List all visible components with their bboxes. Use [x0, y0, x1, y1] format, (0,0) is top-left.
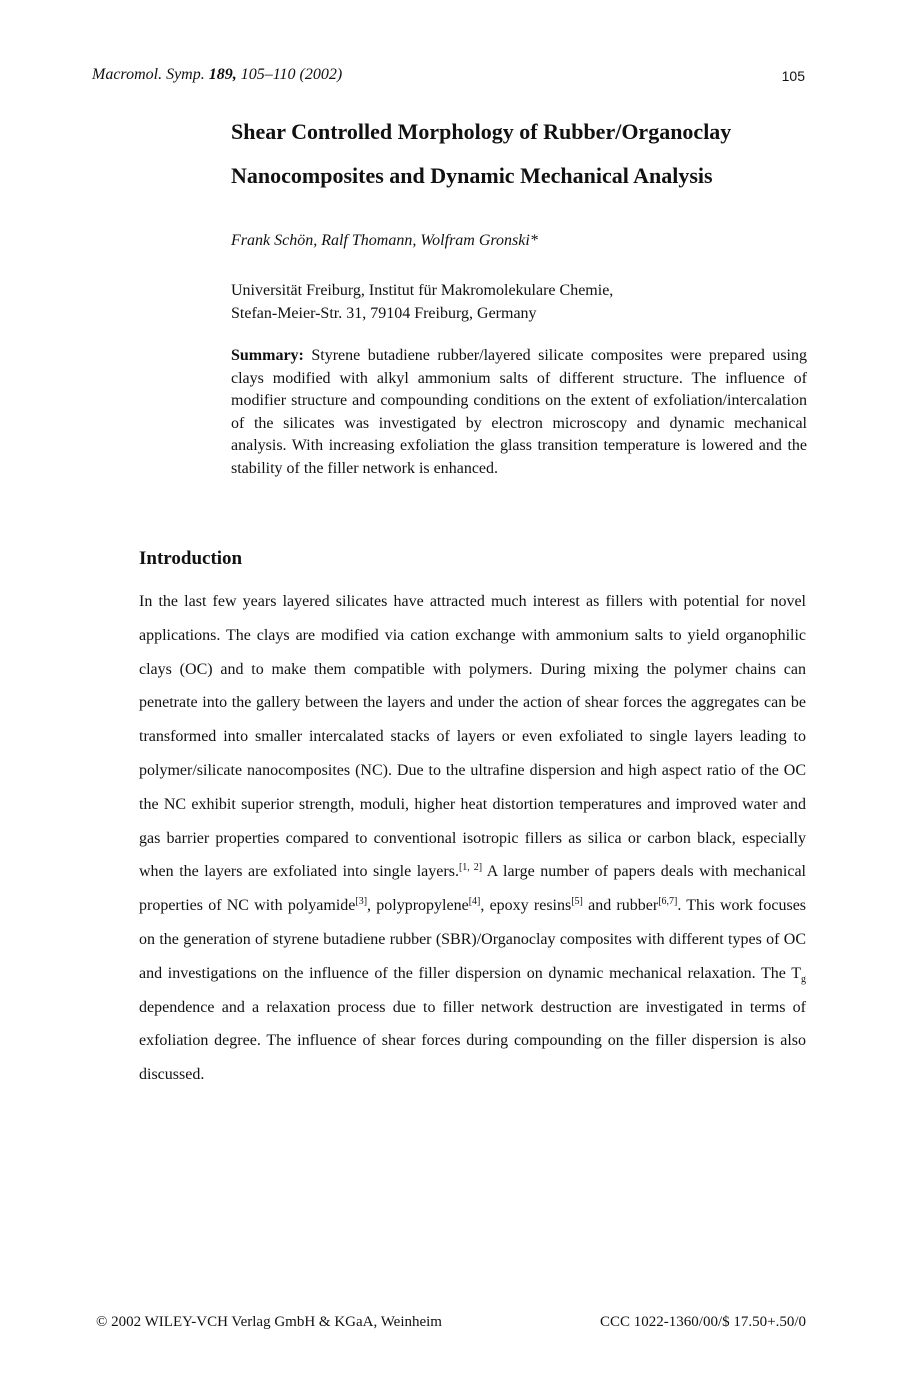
- journal-name: Macromol. Symp.: [92, 66, 205, 83]
- page-number: 105: [781, 68, 805, 84]
- citation-ref-3: [3]: [355, 896, 368, 908]
- citation-ref-6-7: [6,7]: [658, 896, 678, 908]
- footer-code: CCC 1022-1360/00/$ 17.50+.50/0: [600, 1314, 806, 1330]
- title-line-1: Shear Controlled Morphology of Rubber/Organoclay: [231, 119, 732, 144]
- intro-text-5: and rubber: [582, 897, 659, 915]
- paper-title: [231, 110, 831, 198]
- affiliation: [231, 279, 613, 325]
- introduction-paragraph: [139, 585, 806, 1092]
- intro-text-6: . This work focuses on the generation of styrene butadiene rubber (SBR)/Organoclay composites with different types of OC and investigations on the influence of the filler dispersion on dynamic mechanical relaxation. The T: [139, 897, 807, 982]
- section-heading-introduction: Introduction: [139, 548, 243, 569]
- intro-text-4: , epoxy resins: [480, 897, 572, 915]
- journal-pages-year: 105–110 (2002): [240, 66, 343, 83]
- intro-text-7: dependence and a relaxation process due to filler network destruction are investigated in terms of exfoliation degree. The influence of shear forces during compounding on the filler dispersion is also discussed.: [139, 998, 806, 1084]
- affiliation-line-2: Stefan-Meier-Str. 31, 79104 Freiburg, Germany: [231, 305, 537, 322]
- summary-paragraph: [231, 345, 807, 480]
- intro-text-3: , polypropylene: [367, 897, 469, 915]
- affiliation-line-1: Universität Freiburg, Institut für Makromolekulare Chemie,: [231, 282, 614, 299]
- journal-volume: 189,: [208, 66, 237, 83]
- citation-ref-4: [4]: [468, 896, 481, 908]
- subscript-g: g: [801, 973, 806, 985]
- citation-ref-1-2: [1, 2]: [458, 862, 483, 874]
- summary-text: Styrene butadiene rubber/layered silicate composites were prepared using clays modified with alkyl ammonium salts of different structure. The influence of modifier structure and compounding conditions on the extent of exfoliation/intercalation of the silicates was investigated by electron microscopy and dynamic mechanical analysis. With increasing exfoliation the glass transition temperature is lowered and the stability of the filler network is enhanced.: [231, 347, 808, 477]
- footer-copyright: © 2002 WILEY-VCH Verlag GmbH & KGaA, Weinheim: [96, 1314, 442, 1330]
- journal-citation: [92, 66, 342, 84]
- intro-text-2: A large number of papers deals with mechanical properties of NC with polyamide: [139, 863, 806, 915]
- author-list: Frank Schön, Ralf Thomann, Wolfram Gronski*: [231, 232, 538, 249]
- title-line-2: Nanocomposites and Dynamic Mechanical Analysis: [231, 163, 713, 188]
- citation-ref-5: [5]: [571, 896, 583, 908]
- intro-text-1: In the last few years layered silicates have attracted much interest as fillers with potential for novel applications. The clays are modified via cation exchange with ammonium salts to yield organophilic clays (OC) and to make them compatible with polymers. During mixing the polymer chains can penetrate into the gallery between the layers and under the action of shear forces the aggregates can be transformed into smaller intercalated stacks of layers or even exfoliated to single layers leading to polymer/silicate nanocomposites (NC). Due to the ultrafine dispersion and high aspect ratio of the OC the NC exhibit superior strength, moduli, higher heat distortion temperatures and improved water and gas barrier properties compared to conventional isotropic fillers as silica or carbon black, especially when the layers are exfoliated into single layers.: [139, 593, 806, 881]
- summary-label: Summary:: [231, 347, 304, 364]
